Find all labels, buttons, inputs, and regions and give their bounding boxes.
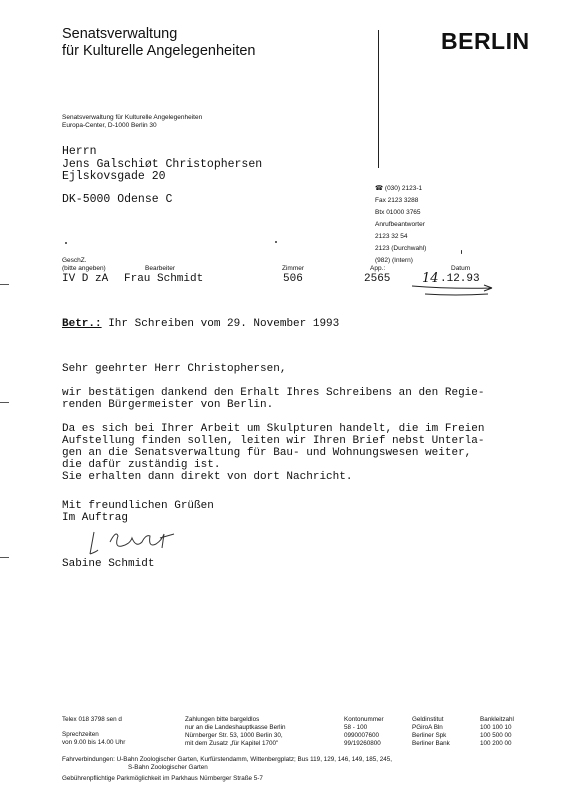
fax-number: Fax 2123 3288 — [375, 197, 419, 204]
closing-line-1: Mit freundlichen Grüßen — [62, 500, 214, 512]
internal-dial: (982) (Intern) — [375, 257, 413, 264]
closing-line-2: Im Auftrag — [62, 512, 129, 524]
payment-line-3: Nürnberger Str. 53, 1000 Berlin 30, — [185, 732, 283, 739]
value-datum-typed: .12.93 — [440, 273, 480, 285]
letter-greeting: Sehr geehrter Herr Christophersen, — [62, 363, 287, 375]
payment-line-1: Zahlungen bitte bargeldlos — [185, 716, 260, 723]
answering-label: Anrufbeantworter — [375, 221, 425, 228]
recipient-city: DK-5000 Odense C — [62, 193, 173, 206]
payment-info — [185, 716, 285, 748]
recipient-street: Ejlskovsgade 20 — [62, 170, 166, 183]
sender-line-1: Senatsverwaltung für Kulturelle Angelegenheiten — [62, 114, 203, 121]
label-app: App.: — [370, 265, 386, 272]
letter-paragraph-2: Da es sich bei Ihrer Arbeit um Skulpturen handelt, die im Freien Aufstellung finden sollen, leiten wir Ihren Brief nebst Unterla- gen an die Senatsverwaltung für Bau- und Wohnungswesen weiter, die dafür zuständig ist. Sie erhalten dann direkt von dort Nachricht. — [62, 423, 485, 483]
telex: Telex 018 3798 sen d — [62, 716, 122, 723]
label-zimmer: Zimmer — [282, 265, 305, 272]
btx-number: Btx 01000 3765 — [375, 209, 421, 216]
fold-edge-mark — [0, 557, 9, 558]
account-number: 0990007600 — [344, 732, 380, 739]
account-numbers — [344, 716, 384, 748]
bank-codes — [480, 716, 514, 748]
bank-name: Berliner Bank — [412, 740, 450, 747]
subject-text: Ihr Schreiben vom 29. November 1993 — [101, 318, 340, 330]
fold-edge-mark — [0, 284, 9, 285]
bank-code: 100 200 00 — [480, 740, 512, 747]
recipient-name: Jens Galschiøt Christophersen — [62, 157, 263, 171]
bank-names — [412, 716, 450, 748]
payment-line-2: nur an die Landeshauptkasse Berlin — [185, 724, 286, 731]
label-geschz: GeschZ. — [62, 257, 87, 264]
hours: von 9.00 bis 14.00 Uhr — [62, 739, 126, 746]
blz-header: Bankleitzahl — [480, 716, 514, 723]
authority-line-1: Senatsverwaltung — [62, 26, 178, 42]
answering-number: 2123 32 54 — [375, 233, 408, 240]
phone-number: ☎ (030) 2123-1 — [375, 185, 423, 192]
bank-code: 100 100 10 — [480, 724, 512, 731]
payment-line-4: mit dem Zusatz „für Kapitel 1700" — [185, 740, 279, 747]
value-app: 2565 — [364, 273, 391, 285]
label-datum: Datum — [451, 265, 471, 272]
label-bearbeiter: Bearbeiter — [145, 265, 175, 272]
bank-header: Geldinstitut — [412, 716, 444, 723]
value-geschz: IV D zA — [62, 273, 109, 285]
fold-edge-mark — [0, 402, 9, 403]
subject-line — [62, 318, 339, 330]
account-number: 99/19260800 — [344, 740, 381, 747]
transit-line-1: Fahrverbindungen: U-Bahn Zoologischer Garten, Kurfürstendamm, Wittenbergplatz; Bus 119, 129, 146, 149, 185, 245, — [62, 756, 392, 763]
account-header: Kontonummer — [344, 716, 384, 723]
value-datum-handwritten: 14 — [422, 271, 439, 286]
transit-line-2: S-Bahn Zoologischer Garten — [128, 764, 208, 771]
letter-paragraph-1: wir bestätigen dankend den Erhalt Ihres Schreibens an den Regie- renden Bürgermeister von Berlin. — [62, 387, 485, 411]
authority-line-2: für Kulturelle Angelegenheiten — [62, 43, 256, 59]
value-zimmer: 506 — [283, 273, 303, 285]
signer-name: Sabine Schmidt — [62, 558, 155, 570]
hours-label: Sprechzeiten — [62, 731, 99, 738]
account-number: 58 - 100 — [344, 724, 368, 731]
direct-dial: 2123 (Durchwahl) — [375, 245, 427, 252]
bank-name: PGiroA Bln — [412, 724, 443, 731]
bank-code: 100 500 00 — [480, 732, 512, 739]
label-geschz-note: (bitte angeben) — [62, 265, 106, 272]
bank-name: Berliner Spk — [412, 732, 447, 739]
handwritten-signature — [80, 522, 190, 562]
sender-line-2: Europa-Center, D-1000 Berlin 30 — [62, 122, 157, 129]
recipient-salutation: Herrn — [62, 145, 97, 158]
parking-info: Gebührenpflichtige Parkmöglichkeit im Parkhaus Nürnberger Straße 5-7 — [62, 775, 263, 782]
value-bearbeiter: Frau Schmidt — [124, 273, 204, 285]
city-logo: BERLIN — [441, 28, 530, 54]
subject-label: Betr.: — [62, 318, 102, 330]
